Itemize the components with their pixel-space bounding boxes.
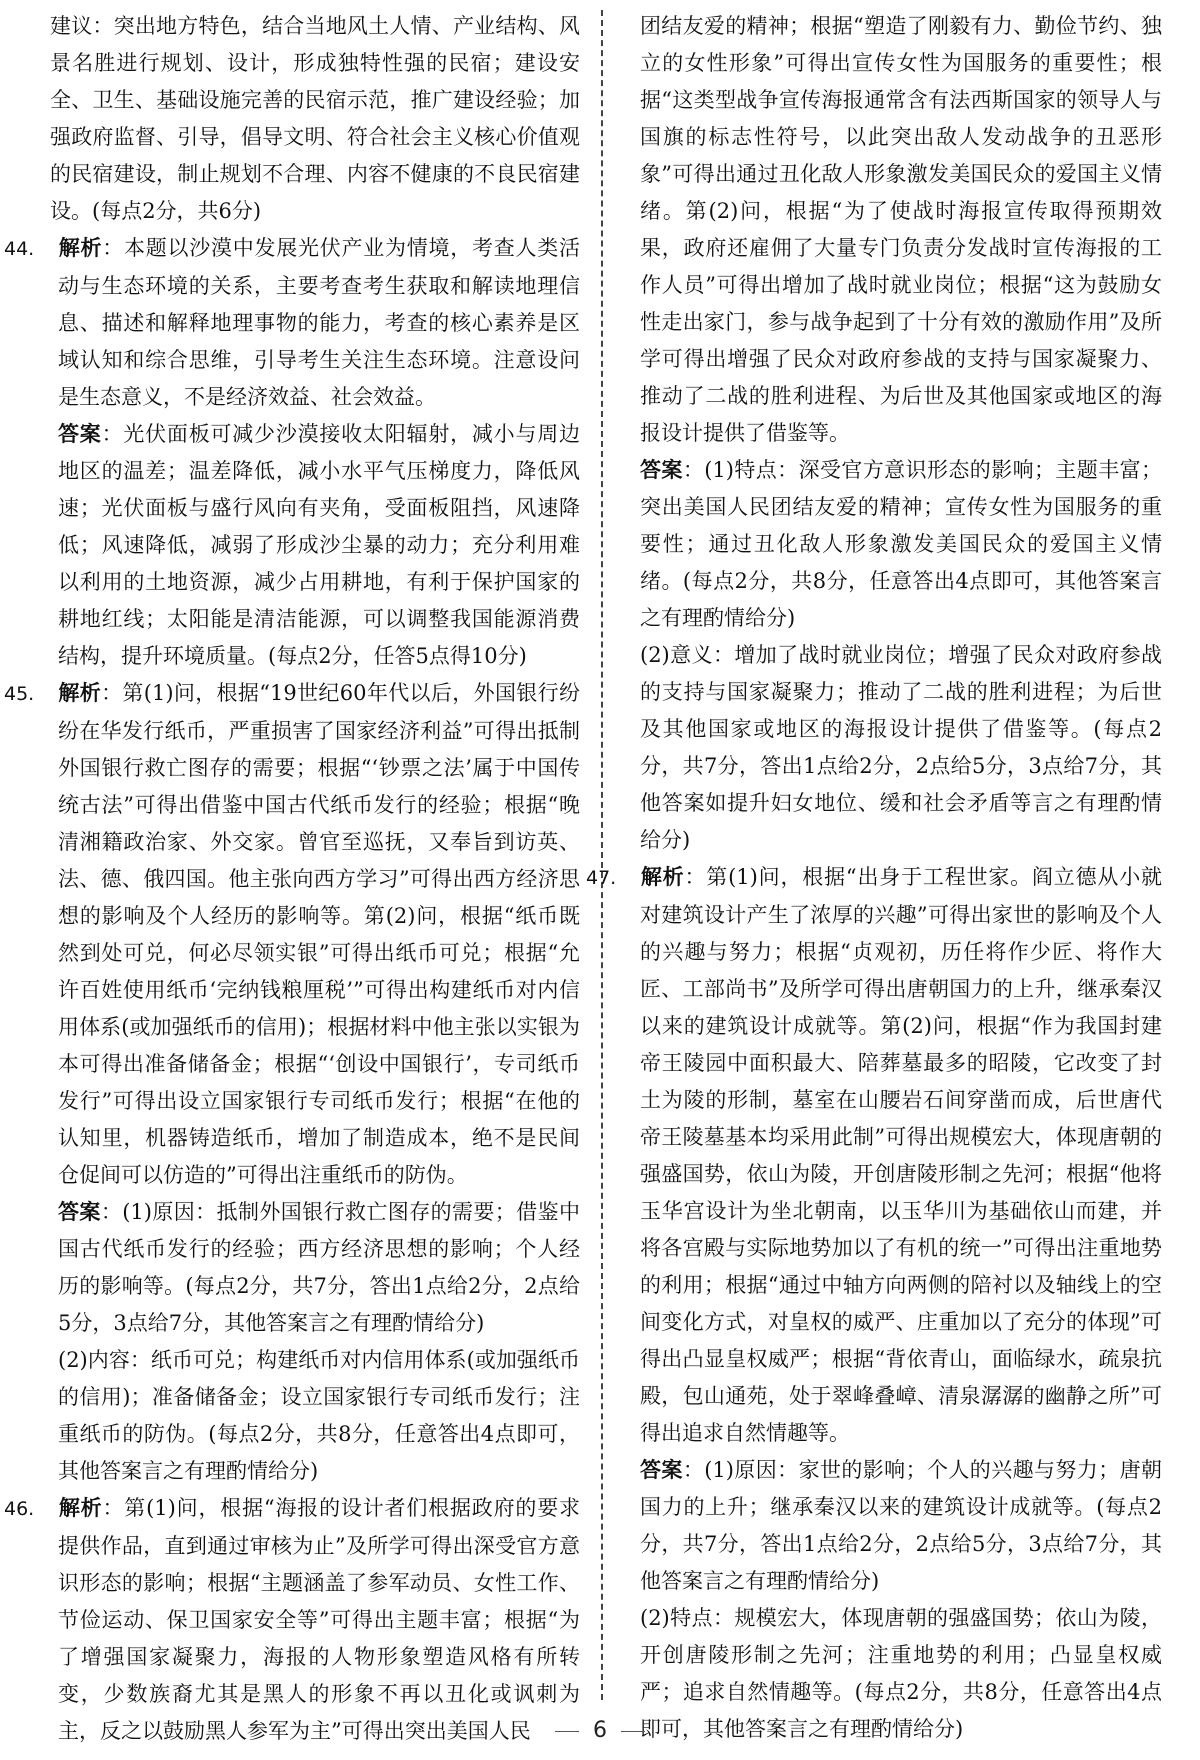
- question-45: [4, 675, 581, 1490]
- answer-label: 答案: [640, 458, 683, 482]
- analysis-label: 解析: [640, 865, 685, 889]
- answer-text: ：(1)原因：抵制外国银行救亡图存的需要；借鉴中国古代纸币发行的经验；西方经济思想的影响；个人经历的影响等。(每点2分，共7分，答出1点给2分，2点给5分，3点给7分，其他答案言之有理酌情给分): [58, 1200, 581, 1335]
- question-47: [586, 859, 1163, 1748]
- footer-dash-right: [621, 1731, 645, 1732]
- analysis-text: ：本题以沙漠中发展光伏产业为情境，考查人类活动与生态环境的关系，主要考查考生获取和解读地理信息、描述和解释地理事物的能力，考查的核心素养是区域认知和综合思维，引导考生关注生态环境。注意设问是生态意义，不是经济效益、社会效益。: [58, 236, 580, 409]
- question-number: 46.: [4, 1498, 35, 1520]
- answer-label: 答案: [58, 1200, 101, 1224]
- q43-answer-tail: 建议：突出地方特色，结合当地风土人情、产业结构、风景名胜进行规划、设计，形成独特性强的民宿；建设安全、卫生、基础设施完善的民宿示范，推广建设经验；加强政府监督、引导，倡导文明、符合社会主义核心价值观的民宿建设，制止规划不合理、内容不健康的不良民宿建设。(每点2分，共6分): [50, 14, 580, 223]
- question-number: 45.: [4, 683, 35, 705]
- right-column: [586, 8, 1163, 1748]
- question-46-continued: [632, 8, 1162, 859]
- analysis-text: ：第(1)问，根据“出身于工程世家。阎立德从小就对建筑设计产生了浓厚的兴趣”可得出家世的影响及个人的兴趣与努力；根据“贞观初，历任将作少匠、将作大匠、工部尚书”及所学可得出唐朝国力的上升，继承秦汉以来的建筑设计成就等。第(2)问，根据“作为我国封建帝王陵园中面积最大、陪葬墓最多的昭陵，它改变了封土为陵的形制，墓室在山腰岩石间穿凿而成，后世唐代帝王陵墓基本均采用此制”可得出规模宏大，体现唐朝的强盛国势，依山为陵，开创唐陵形制之先河；根据“他将玉华宫设计为坐北朝南，以玉华川为基础依山而建，并将各宫殿与实际地势加以了有机的统一”可得出注重地势的利用；根据“通过中轴方向两侧的陪衬以及轴线上的空间变化方式，对皇权的威严、庄重加以了充分的体现”可得出凸显皇权威严；根据“背依青山，面临绿水，疏泉抗殿，包山通苑，处于翠峰叠嶂、清泉潺潺的幽静之所”可得出追求自然情趣等。: [640, 865, 1163, 1445]
- analysis-label: 解析: [58, 236, 103, 260]
- analysis-text: 团结友爱的精神；根据“塑造了刚毅有力、勤俭节约、独立的女性形象”可得出宣传女性为国服务的重要性；根据“这类型战争宣传海报通常含有法西斯国家的领导人与国旗的标志性符号，以此突出敌人发动战争的丑恶形象”可得出通过丑化敌人形象激发美国民众的爱国主义情绪。第(2)问，根据“为了使战时海报宣传取得预期效果，政府还雇佣了大量专门负责分发战时宣传海报的工作人员”可得出增加了战时就业岗位；根据“这为鼓励女性走出家门，参与战争起到了十分有效的激励作用”及所学可得出增强了民众对政府参战的支持与国家凝聚力、推动了二战的胜利进程、为后世及其他国家或地区的海报设计提供了借鉴等。: [640, 14, 1162, 445]
- column-divider: [601, 10, 603, 1700]
- analysis-label: 解析: [58, 681, 102, 705]
- answer-text: ：(1)特点：深受官方意识形态的影响；主题丰富；突出美国人民团结友爱的精神；宣传女性为国服务的重要性；通过丑化敌人形象激发美国民众的爱国主义情绪。(每点2分，共8分，任意答出4点即可，其他答案言之有理酌情给分): [640, 458, 1163, 630]
- answer-label: 答案: [58, 422, 102, 446]
- answer-text: ：光伏面板可减少沙漠接收太阳辐射，减小与周边地区的温差；温差降低，减小水平气压梯度力，降低风速；光伏面板与盛行风向有夹角，受面板阻挡，风速降低；风速降低，减弱了形成沙尘暴的动力；充分利用难以利用的土地资源，减少占用耕地，有利于保护国家的耕地红线；太阳能是清洁能源，可以调整我国能源消费结构，提升环境质量。(每点2分，任答5点得10分): [58, 422, 581, 668]
- analysis-text: ：第(1)问，根据“海报的设计者们根据政府的要求提供作品，直到通过审核为止”及所学可得出深受官方意识形态的影响；根据“主题涵盖了参军动员、女性工作、节俭运动、保卫国家安全等”可得出主题丰富；根据“为了增强国家凝聚力，海报的人物形象塑造风格有所转变，少数族裔尤其是黑人的形象不再以丑化或讽刺为主，反之以鼓励黑人参军为主”可得出突出美国人民: [58, 1496, 581, 1743]
- answer-text: ：(1)原因：家世的影响；个人的兴趣与努力；唐朝国力的上升；继承秦汉以来的建筑设计成就等。(每点2分，共7分，答出1点给2分，2点给5分，3点给7分，其他答案言之有理酌情给分): [640, 1458, 1163, 1593]
- footer-dash-left: [555, 1731, 579, 1732]
- answer-part-2: (2)意义：增加了战时就业岗位；增强了民众对政府参战的支持与国家凝聚力；推动了二战的胜利进程；为后世及其他国家或地区的海报设计提供了借鉴等。(每点2分，共7分，答出1点给2分，2点给5分，3点给7分，其他答案如提升妇女地位、缓和社会矛盾等言之有理酌情给分): [640, 643, 1162, 852]
- question-44: [4, 230, 581, 675]
- analysis-label: 解析: [58, 1496, 103, 1520]
- left-column: [4, 8, 581, 1750]
- page-number: 6: [593, 1718, 607, 1743]
- answer-part-2: (2)内容：纸币可兑；构建纸币对内信用体系(或加强纸币的信用)；准备储备金；设立国家银行专司纸币发行；注重纸币的防伪。(每点2分，共8分，任意答出4点即可，其他答案言之有理酌情给分): [58, 1348, 580, 1483]
- question-number: 44.: [4, 238, 35, 260]
- page-footer: [0, 1718, 1200, 1743]
- question-number: 47.: [586, 867, 617, 889]
- answer-label: 答案: [640, 1458, 683, 1482]
- question-46: [4, 1490, 581, 1750]
- analysis-text: ：第(1)问，根据“19世纪60年代以后，外国银行纷纷在华发行纸币，严重损害了国家经济利益”可得出抵制外国银行救亡图存的需要；根据“‘钞票之法’属于中国传统古法”可得出借鉴中国古代纸币发行的经验；根据“晚清湘籍政治家、外交家。曾官至巡抚，又奉旨到访英、法、德、俄四国。他主张向西方学习”可得出西方经济思想的影响及个人经历的影响等。第(2)问，根据“纸币既然到处可兑，何必尽领实银”可得出纸币可兑；根据“允许百姓使用纸币‘完纳钱粮厘税’”可得出构建纸币对内信用体系(或加强纸币的信用)；根据材料中他主张以实银为本可得出准备储备金；根据“‘创设中国银行’，专司纸币发行”可得出设立国家银行专司纸币发行；根据“在他的认知里，机器铸造纸币，增加了制造成本，绝不是民间仓促间可以仿造的”可得出注重纸币的防伪。: [58, 681, 580, 1187]
- answer-part-2: (2)特点：规模宏大，体现唐朝的强盛国势；依山为陵，开创唐陵形制之先河；注重地势的利用；凸显皇权威严；追求自然情趣等。(每点2分，共8分，任意答出4点即可，其他答案言之有理酌情给分): [640, 1606, 1162, 1741]
